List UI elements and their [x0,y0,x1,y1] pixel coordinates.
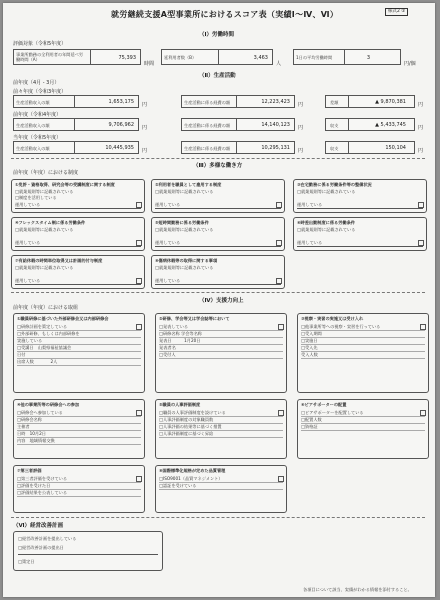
card-row: □発表している [159,324,189,329]
fy1-income-label: 生産活動収入の額 [16,100,50,105]
card-title: ⑤短時間勤務に係る労働条件 [155,220,209,225]
card-title: ⑤職員の人事評価制度 [159,402,201,407]
card-value: 運用している [15,240,41,245]
fy2-diff-value: ▲ 5,433,745 [375,122,406,128]
work-style-card [293,179,427,213]
plan-submitted: □経営改善計画を提出している [18,536,77,541]
card-value: 運用している [155,202,181,207]
checkbox[interactable] [136,202,142,208]
fy3-income-label: 生産活動収入の額 [16,146,50,151]
fy3-income-box [13,141,139,154]
checkbox[interactable] [136,410,142,416]
card-row: □受入先 [301,345,318,350]
work-style-card [11,179,145,213]
card-row: □受講日 山梨県福祉協議会 [17,345,72,350]
checkbox[interactable] [418,202,424,208]
card-title: ③視察・実習の実施又は受け入れ [301,316,364,321]
plan-created-date: □策定日 [18,559,35,564]
fy3-cost-box [181,141,295,154]
card-row: □ピアサポーターを配置している [301,410,364,415]
checkbox[interactable] [136,476,142,482]
work-style-card [151,179,285,213]
card-row: 受入人数 [301,352,318,357]
checkbox[interactable] [136,240,142,246]
card-title: ②利用者を職員として雇用する制度 [155,182,222,187]
support-card [155,313,287,393]
card-row: □評価結果を公表している [17,490,68,495]
user-count-value: 3,463 [253,55,268,61]
annual-hours-label: 事業所勤務の全利用者の年間延べ労働時間（A） [16,52,84,62]
card-row: □受付人 [159,352,176,357]
card-title: ⑦有給休暇の時間単位取得又は計画的付与制度 [15,258,103,263]
support-card [297,313,429,393]
work-style-card [293,217,427,251]
section-4-header: （Ⅳ）支援力向上 [199,298,244,304]
fy1-income-box [13,95,139,108]
fy3-cost-value: 10,295,131 [261,145,290,151]
fy1-label: 前々年度（令和3年度） [13,89,67,95]
work-style-card [151,217,285,251]
checkbox[interactable] [418,240,424,246]
card-row: □実施日 [301,338,318,343]
fy3-label: 当年度（令和5年度） [13,135,62,141]
card-title: ④フレックスタイム制に係る労働条件 [15,220,86,225]
yen-unit: 円 [142,125,148,131]
card-row: 発表者名 [159,345,176,350]
document-title: 就労継続支援A型事業所におけるスコア表（実績Ⅰ～Ⅳ、Ⅵ） [111,10,339,19]
checkbox[interactable] [276,240,282,246]
yen-unit: 円 [418,148,424,154]
card-value: 運用している [155,278,181,283]
yen-unit: 円 [142,102,148,108]
user-count-unit: 人 [276,61,282,67]
checkbox[interactable] [420,324,426,330]
fy3-diff-value: 150,104 [385,145,406,151]
card-row: 実施している [17,338,43,343]
annual-hours-box [13,49,141,65]
fy2-cost-label: 生産活動に係る経費の額 [184,123,231,128]
fy3-cost-label: 生産活動に係る経費の額 [184,146,231,151]
fy2-income-value: 9,706,962 [108,122,134,128]
management-plan-box [13,531,163,571]
yen-unit: 円 [142,148,148,154]
card-line: □制度を活用している [15,195,57,200]
user-count-label: 延利用者数（B） [164,55,197,60]
support-card [13,465,145,513]
checkbox[interactable] [278,324,284,330]
support-card [13,399,145,459]
avg-hours-box [293,49,401,65]
fy1-diff-value: ▲ 9,870,381 [375,99,406,105]
fy2-diff-label: 収支 [330,123,339,128]
card-row: □他事業所等への視察・実習を行っている [301,324,381,329]
card-row: 主催者 [17,424,30,429]
card-row: 日時 10月2日 [17,431,46,436]
support-card [297,399,429,459]
fy2-cost-box [181,118,295,131]
card-line: □就業規則等に記載されている [297,227,356,232]
card-value: 運用している [297,240,323,245]
section-1-header: （Ⅰ）労働時間 [199,32,235,38]
fy1-diff-label: 差額 [330,100,339,105]
fy2-cost-value: 14,140,123 [261,122,290,128]
checkbox[interactable] [420,410,426,416]
card-row: 出席人数 2人 [17,359,58,364]
yen-unit: 円 [418,102,424,108]
section-4-intro: 前年度（年度）における取組 [13,305,79,311]
card-row: □研修会名称 [17,417,42,422]
card-title: ④他の事業所等の研修会への参加 [17,402,80,407]
user-count-box [161,49,273,65]
card-title: ②研修、学会等又は学会誌等において [159,316,230,321]
checkbox[interactable] [276,278,282,284]
card-line: □就業規則等に記載されている [15,227,74,232]
work-style-card [11,255,145,289]
checkbox[interactable] [276,202,282,208]
card-row: □人事評価の結果等に基づく措置 [159,424,222,429]
card-row: □研修会へ参加している [17,410,63,415]
work-style-card [151,255,285,289]
card-row: □研修計画を策定している [17,324,68,329]
yen-unit: 円 [298,125,304,131]
card-line: □就業規則等に記載されている [15,189,74,194]
fy3-diff-label: 収支 [330,146,339,151]
fy2-diff-box [325,118,415,131]
fy1-cost-box [181,95,295,108]
fy2-income-box [13,118,139,131]
card-row: □評価を受けた日 [17,483,51,488]
fiscal-period-label: 前年度（4月 - 3月） [13,80,60,86]
card-row: □人事評価制度に基づく昇給 [159,431,214,436]
card-row: □研修名称 学会等名称 [159,331,202,336]
card-row: □人事評価制度の対象職員数 [159,417,214,422]
card-title: ⑧国際標準化規格が定めた品質管理 [159,468,226,473]
card-row: 日付 [17,352,26,357]
card-title: ①職員研修に基づいた外部研修会又は内部研修会 [17,316,109,321]
checkbox[interactable] [278,476,284,482]
checkbox[interactable] [278,410,284,416]
card-title: ⑥時差出勤制度に係る労働条件 [297,220,355,225]
support-card [155,465,287,513]
card-row: 内容 地域情報交換 [17,438,55,443]
fy1-cost-value: 12,223,423 [261,99,290,105]
card-value: 運用している [155,240,181,245]
card-value: 運用している [297,202,323,207]
fy1-diff-box [325,95,415,108]
yen-unit: 円 [298,102,304,108]
card-line: □就業規則等に記載されている [155,227,214,232]
support-card [155,399,287,459]
card-row: □ISO9001（品質マネジメント） [159,476,223,481]
card-row: □資格証 [301,424,318,429]
fy2-label: 前年度（令和4年度） [13,112,62,118]
card-title: ⑧傷病休暇等の取得に関する事項 [155,258,218,263]
card-line: □就業規則等に記載されている [297,189,356,194]
fy2-income-label: 生産活動収入の額 [16,123,50,128]
card-title: ①免許・資格取得、研究会等の受講制度に関する制度 [15,182,115,187]
card-line: □就業規則等に記載されている [155,189,214,194]
card-line: □就業規則等に記載されている [155,265,214,270]
fy1-cost-label: 生産活動に係る経費の額 [184,100,231,105]
checkbox[interactable] [136,278,142,284]
support-card [13,313,145,393]
section-3-header: （Ⅲ）多様な働き方 [193,163,243,169]
card-row: □受入期間 [301,331,322,336]
card-value: 運用している [15,278,41,283]
section-2-header: （Ⅱ）生産活動 [199,73,236,79]
score-sheet [3,3,435,597]
fy3-income-value: 10,445,935 [105,145,134,151]
work-style-card [11,217,145,251]
footer-note: 各項目について該当、実績がわかる情報を添付すること。 [303,587,412,592]
card-title: ⑥ピアサポーターの配置 [301,402,347,407]
card-row: □外部研修、もしくは内部研修を [17,331,80,336]
form-number-stamp: 様式2 ② [385,8,408,16]
annual-hours-unit: 時間 [144,61,155,67]
yen-unit: 円 [418,125,424,131]
card-row: □認証を受けている [159,483,197,488]
avg-hours-value: 3 [366,55,370,61]
fy3-diff-box [325,141,415,154]
section-3-intro: 前年度（年度）における制度 [13,170,79,176]
card-title: ③在宅勤務に係る労働条件等の整備状況 [297,182,372,187]
plan-submission-date: □経営改善計画の提出日 [18,545,64,550]
checkbox[interactable] [136,324,142,330]
section-1-period: 評価対象（令和5年度） [13,41,67,47]
card-row: 発表日 1月20日 [159,338,201,343]
avg-hours-label: 1日の平均労働時間 [296,55,333,60]
card-row: □職員の人事評価制度を設けている [159,410,226,415]
fy1-income-value: 1,653,175 [108,99,134,105]
card-line: □就業規則等に記載されている [15,265,74,270]
section-6-header: （Ⅵ）経営改善計画 [13,523,64,529]
annual-hours-value: 75,393 [118,55,136,61]
card-row: □第三者評価を受けている [17,476,68,481]
yen-unit: 円 [298,148,304,154]
card-value: 運用している [15,202,41,207]
avg-hours-unit: 円/個 [404,61,416,67]
card-row: □配置人数 [301,417,322,422]
card-title: ⑦第三者評価 [17,468,42,473]
